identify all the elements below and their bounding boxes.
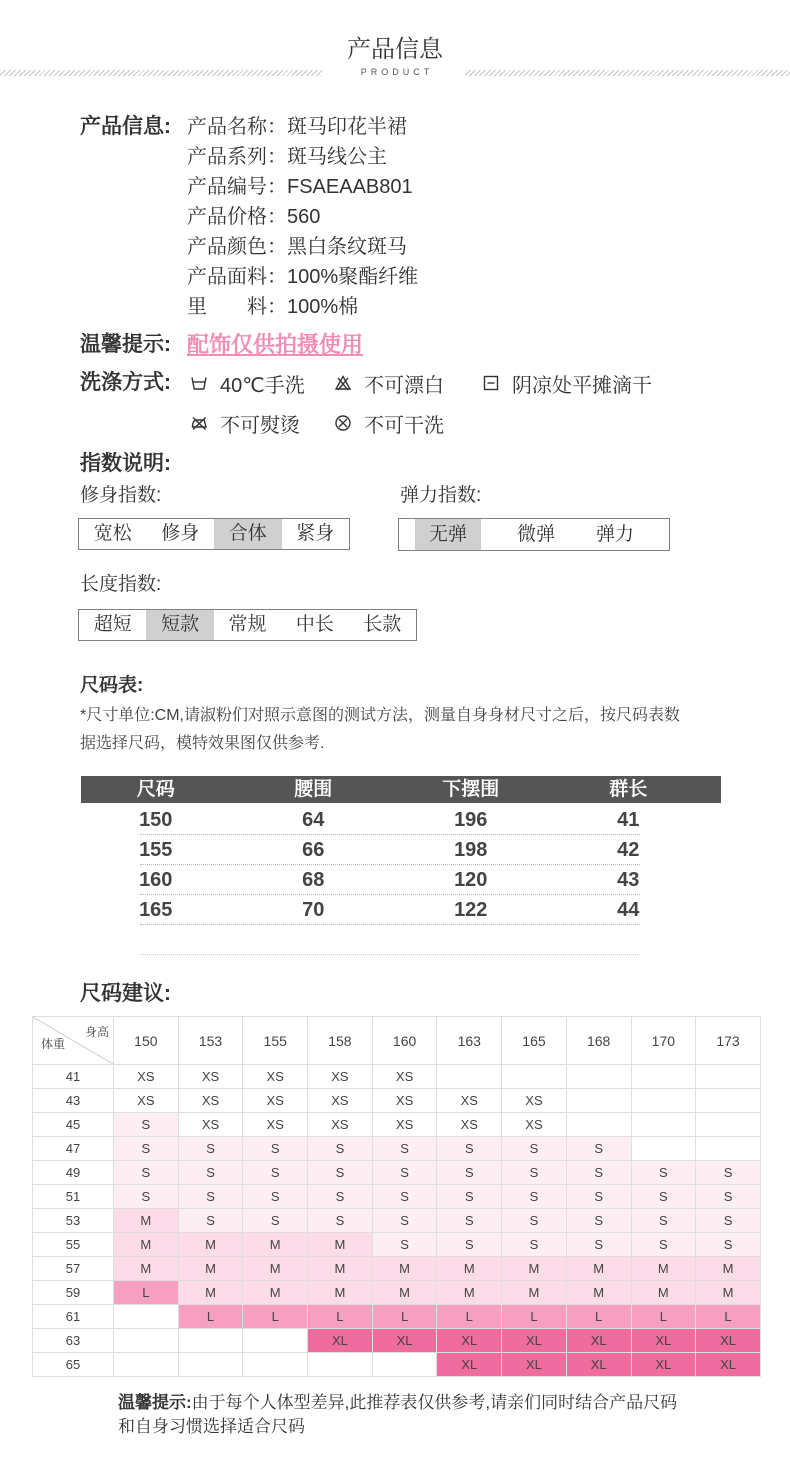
size-table-header-cell: 下摆围	[442, 779, 500, 800]
size-cell: S	[114, 1161, 179, 1185]
size-cell: S	[308, 1161, 373, 1185]
wash-item-text: 不可漂白	[364, 374, 444, 397]
size-cell: XS	[502, 1113, 567, 1137]
size-cell: S	[696, 1209, 761, 1233]
height-header-cell: 158	[308, 1017, 373, 1065]
height-header-cell: 163	[437, 1017, 502, 1065]
elasticity-index-label: 弹力指数:	[400, 485, 482, 506]
size-cell: S	[437, 1161, 502, 1185]
length-option: 超短	[93, 614, 132, 635]
size-cell: L	[502, 1305, 567, 1329]
size-cell: XL	[502, 1329, 567, 1353]
size-cell: XL	[566, 1329, 631, 1353]
size-cell: S	[372, 1161, 437, 1185]
size-cell: S	[631, 1209, 696, 1233]
size-cell: S	[696, 1161, 761, 1185]
wash-item-no-dry-clean	[334, 408, 444, 438]
fit-option: 紧身	[296, 523, 335, 544]
product-lining-line: 里 料：100%棉	[187, 296, 359, 318]
size-table-cell: 41	[617, 809, 640, 831]
size-cell: S	[178, 1161, 243, 1185]
notice-text: 配饰仅供拍摄使用	[187, 332, 364, 357]
footer-label: 温馨提示:	[118, 1393, 192, 1412]
wash-item-no-bleach	[334, 368, 444, 398]
fit-option: 宽松	[93, 523, 132, 544]
size-cell: XL	[631, 1353, 696, 1377]
size-cell	[308, 1353, 373, 1377]
size-cell	[631, 1089, 696, 1113]
size-cell: S	[631, 1185, 696, 1209]
size-cell: S	[502, 1137, 567, 1161]
size-table-cell: 165	[139, 899, 173, 921]
size-cell: S	[308, 1137, 373, 1161]
size-advice-body	[33, 1065, 761, 1377]
size-cell: XS	[114, 1089, 179, 1113]
weight-cell: 49	[33, 1161, 114, 1185]
size-cell	[178, 1329, 243, 1353]
fit-index-label: 修身指数:	[80, 485, 162, 506]
dry-flat-shade-icon	[482, 374, 500, 392]
size-cell: S	[178, 1137, 243, 1161]
no-dry-clean-icon	[334, 414, 352, 432]
size-cell: S	[502, 1209, 567, 1233]
length-option: 长款	[363, 614, 402, 635]
size-advice-row	[33, 1257, 761, 1281]
size-cell: XS	[308, 1089, 373, 1113]
product-price-line: 产品价格：560	[187, 206, 321, 228]
wash-item-text: 阴凉处平摊滴干	[512, 374, 652, 397]
size-table-cell: 120	[454, 869, 488, 891]
size-cell: M	[243, 1281, 308, 1305]
size-cell: XS	[178, 1113, 243, 1137]
size-cell	[566, 1089, 631, 1113]
fit-option: 合体	[214, 519, 282, 549]
size-cell: XL	[437, 1329, 502, 1353]
product-name-line: 产品名称：斑马印花半裙	[187, 116, 407, 138]
product-fabric-line: 产品面料：100%聚酯纤维	[187, 266, 419, 288]
size-cell: S	[566, 1233, 631, 1257]
hand-wash-icon	[190, 374, 208, 392]
size-cell: XL	[696, 1353, 761, 1377]
size-advice-row	[33, 1089, 761, 1113]
size-cell	[631, 1137, 696, 1161]
size-table-row	[77, 835, 707, 865]
size-cell: XL	[437, 1353, 502, 1377]
index-label: 指数说明:	[80, 452, 171, 475]
size-cell	[502, 1065, 567, 1089]
size-cell: S	[437, 1137, 502, 1161]
size-cell: M	[308, 1257, 373, 1281]
size-advice-row	[33, 1353, 761, 1377]
wash-item-text: 40℃手洗	[220, 374, 305, 397]
size-cell: S	[502, 1161, 567, 1185]
height-header-cell: 150	[114, 1017, 179, 1065]
size-cell: S	[243, 1185, 308, 1209]
size-cell	[566, 1113, 631, 1137]
size-cell	[696, 1137, 761, 1161]
weight-cell: 57	[33, 1257, 114, 1281]
size-cell: M	[437, 1281, 502, 1305]
size-cell: S	[437, 1209, 502, 1233]
size-cell: XS	[178, 1065, 243, 1089]
size-cell: M	[243, 1257, 308, 1281]
wash-item-no-iron	[190, 408, 300, 438]
wash-item-hand-wash	[190, 368, 305, 398]
size-cell: XS	[372, 1065, 437, 1089]
size-cell: M	[696, 1281, 761, 1305]
size-cell: S	[243, 1161, 308, 1185]
size-cell: S	[502, 1233, 567, 1257]
size-table-row	[77, 895, 707, 925]
product-series-line: 产品系列：斑马线公主	[187, 146, 387, 168]
size-table-header-cell: 群长	[609, 779, 648, 800]
footer-line	[118, 1391, 677, 1415]
size-cell: M	[372, 1281, 437, 1305]
size-cell: XS	[372, 1089, 437, 1113]
height-header-cell: 153	[178, 1017, 243, 1065]
washing-label: 洗涤方式:	[80, 371, 171, 394]
footer-text: 由于每个人体型差异,此推荐表仅供参考,请亲们同时结合产品尺码	[191, 1393, 678, 1412]
size-table-cell: 150	[139, 809, 173, 831]
size-cell: S	[178, 1209, 243, 1233]
size-table-divider	[140, 954, 640, 955]
size-cell: M	[696, 1257, 761, 1281]
size-cell: XL	[696, 1329, 761, 1353]
size-advice-row	[33, 1161, 761, 1185]
size-cell: L	[114, 1281, 179, 1305]
size-advice-corner	[33, 1017, 114, 1065]
size-cell: S	[114, 1113, 179, 1137]
size-cell	[631, 1113, 696, 1137]
size-cell: XS	[178, 1089, 243, 1113]
product-code-line: 产品编号：FSAEAAB801	[187, 176, 413, 198]
size-cell: S	[308, 1185, 373, 1209]
size-advice-row	[33, 1329, 761, 1353]
size-advice-label: 尺码建议:	[80, 982, 171, 1005]
size-cell: XL	[502, 1353, 567, 1377]
size-table-cell: 198	[454, 839, 488, 861]
size-cell	[696, 1089, 761, 1113]
size-cell: S	[566, 1185, 631, 1209]
size-cell: M	[502, 1281, 567, 1305]
size-cell: S	[372, 1137, 437, 1161]
size-cell: L	[696, 1305, 761, 1329]
size-table-header-cell: 尺码	[136, 779, 175, 800]
size-table-cell: 160	[139, 869, 173, 891]
no-bleach-icon	[334, 374, 352, 392]
size-cell: S	[566, 1161, 631, 1185]
height-header-cell: 173	[696, 1017, 761, 1065]
size-cell: S	[178, 1185, 243, 1209]
size-table-body	[77, 805, 707, 925]
length-option: 中长	[295, 614, 334, 635]
page-subtitle: PRODUCT	[360, 67, 434, 77]
size-cell: S	[114, 1137, 179, 1161]
weight-cell: 59	[33, 1281, 114, 1305]
size-cell: M	[631, 1257, 696, 1281]
size-cell: S	[372, 1185, 437, 1209]
size-cell: XS	[308, 1065, 373, 1089]
size-cell: L	[437, 1305, 502, 1329]
size-table-cell: 70	[302, 899, 325, 921]
length-index-scale	[78, 609, 417, 641]
size-cell: M	[308, 1281, 373, 1305]
size-cell: S	[696, 1185, 761, 1209]
size-advice-header-row	[33, 1017, 761, 1065]
size-cell: XS	[308, 1113, 373, 1137]
size-cell: S	[437, 1233, 502, 1257]
wash-item-dry-flat-shade	[482, 368, 652, 398]
weight-cell: 65	[33, 1353, 114, 1377]
size-advice-row	[33, 1281, 761, 1305]
size-table-cell: 66	[302, 839, 325, 861]
size-cell	[178, 1353, 243, 1377]
size-cell: M	[114, 1257, 179, 1281]
size-cell: S	[502, 1185, 567, 1209]
weight-cell: 53	[33, 1209, 114, 1233]
size-cell: S	[372, 1233, 437, 1257]
size-advice-row	[33, 1305, 761, 1329]
size-table-cell: 196	[454, 809, 488, 831]
length-index-label: 长度指数:	[80, 574, 162, 595]
size-cell: XS	[437, 1089, 502, 1113]
size-table-row	[77, 805, 707, 835]
size-advice-row	[33, 1233, 761, 1257]
size-chart-note-line: *尺寸单位:CM,请淑粉们对照示意图的测试方法，测量自身身材尺寸之后，按尺码表数	[80, 707, 681, 724]
size-cell: L	[566, 1305, 631, 1329]
size-cell	[243, 1329, 308, 1353]
size-cell: S	[437, 1185, 502, 1209]
size-table-header-cell: 腰围	[294, 779, 333, 800]
size-cell	[566, 1065, 631, 1089]
weight-cell: 41	[33, 1065, 114, 1089]
height-header-cell: 155	[243, 1017, 308, 1065]
size-cell: S	[308, 1209, 373, 1233]
size-advice-row	[33, 1113, 761, 1137]
wash-item-text: 不可干洗	[364, 414, 444, 437]
weight-cell: 55	[33, 1233, 114, 1257]
size-cell	[114, 1353, 179, 1377]
footer-note	[118, 1391, 677, 1439]
elasticity-option: 无弹	[415, 519, 481, 550]
size-cell: XS	[243, 1113, 308, 1137]
size-cell: S	[631, 1233, 696, 1257]
size-table-cell: 44	[617, 899, 640, 921]
size-cell: M	[178, 1233, 243, 1257]
size-cell	[243, 1353, 308, 1377]
size-cell: L	[631, 1305, 696, 1329]
size-cell: L	[178, 1305, 243, 1329]
size-cell: S	[243, 1209, 308, 1233]
size-cell: S	[566, 1137, 631, 1161]
size-cell: S	[631, 1161, 696, 1185]
size-advice-row	[33, 1137, 761, 1161]
weight-cell: 43	[33, 1089, 114, 1113]
size-advice-table	[32, 1016, 761, 1377]
length-option: 短款	[146, 610, 213, 640]
weight-cell: 51	[33, 1185, 114, 1209]
size-chart-label: 尺码表:	[80, 675, 144, 696]
size-table-cell: 64	[302, 809, 325, 831]
size-advice-row	[33, 1185, 761, 1209]
size-cell: M	[178, 1257, 243, 1281]
footer-line: 和自身习惯选择适合尺码	[118, 1417, 305, 1436]
product-color-line: 产品颜色：黑白条纹斑马	[187, 236, 407, 258]
size-table-cell: 122	[454, 899, 488, 921]
length-option: 常规	[228, 614, 267, 635]
size-chart-note-line: 据选择尺码，模特效果图仅供参考.	[80, 735, 325, 752]
size-cell: L	[308, 1305, 373, 1329]
size-cell: M	[308, 1233, 373, 1257]
size-cell: M	[114, 1233, 179, 1257]
size-cell	[696, 1113, 761, 1137]
weight-cell: 45	[33, 1113, 114, 1137]
size-cell: XL	[308, 1329, 373, 1353]
size-cell	[696, 1065, 761, 1089]
size-chart-note	[80, 702, 680, 758]
size-cell	[372, 1353, 437, 1377]
size-table-row	[77, 865, 707, 895]
weight-cell: 61	[33, 1305, 114, 1329]
size-cell: XS	[437, 1113, 502, 1137]
weight-cell: 63	[33, 1329, 114, 1353]
size-cell: M	[631, 1281, 696, 1305]
size-cell	[114, 1329, 179, 1353]
elasticity-option: 弹力	[595, 524, 634, 545]
size-cell: M	[372, 1257, 437, 1281]
size-cell: XL	[566, 1353, 631, 1377]
size-advice-row	[33, 1209, 761, 1233]
height-header-cell: 170	[631, 1017, 696, 1065]
elasticity-option: 微弹	[516, 524, 555, 545]
size-cell: XS	[502, 1089, 567, 1113]
size-advice-row	[33, 1065, 761, 1089]
size-cell: S	[114, 1185, 179, 1209]
size-table-cell: 68	[302, 869, 325, 891]
notice-label: 温馨提示:	[80, 333, 171, 356]
size-cell: XS	[243, 1089, 308, 1113]
size-table-cell: 42	[617, 839, 640, 861]
size-cell: S	[243, 1137, 308, 1161]
page-title: 产品信息	[347, 36, 443, 63]
height-header-cell: 168	[566, 1017, 631, 1065]
size-cell: M	[178, 1281, 243, 1305]
wash-item-text: 不可熨烫	[220, 414, 300, 437]
product-info-label: 产品信息:	[80, 115, 171, 138]
weight-cell: 47	[33, 1137, 114, 1161]
no-iron-icon	[190, 414, 208, 432]
size-cell: M	[566, 1281, 631, 1305]
size-table-cell: 43	[617, 869, 640, 891]
product-info-list	[187, 112, 418, 322]
size-cell: XS	[114, 1065, 179, 1089]
size-cell: M	[114, 1209, 179, 1233]
size-table-cell: 155	[139, 839, 173, 861]
height-header-cell: 165	[502, 1017, 567, 1065]
height-header-cell: 160	[372, 1017, 437, 1065]
size-cell: M	[437, 1257, 502, 1281]
size-cell: XL	[372, 1329, 437, 1353]
corner-weight-label: 体重	[41, 1037, 66, 1051]
size-cell: M	[502, 1257, 567, 1281]
size-cell: M	[566, 1257, 631, 1281]
fit-index-scale	[78, 518, 350, 550]
size-cell: S	[372, 1209, 437, 1233]
size-cell: L	[243, 1305, 308, 1329]
size-cell: S	[566, 1209, 631, 1233]
size-table-header	[77, 776, 707, 803]
size-cell: XS	[243, 1065, 308, 1089]
elasticity-index-scale	[398, 518, 670, 551]
size-cell	[631, 1065, 696, 1089]
size-cell	[437, 1065, 502, 1089]
size-cell: M	[243, 1233, 308, 1257]
size-cell: XL	[631, 1329, 696, 1353]
size-cell: S	[696, 1233, 761, 1257]
size-cell	[114, 1305, 179, 1329]
size-cell: XS	[372, 1113, 437, 1137]
fit-option: 修身	[161, 523, 200, 544]
size-cell: L	[372, 1305, 437, 1329]
corner-height-label: 身高	[84, 1025, 109, 1039]
